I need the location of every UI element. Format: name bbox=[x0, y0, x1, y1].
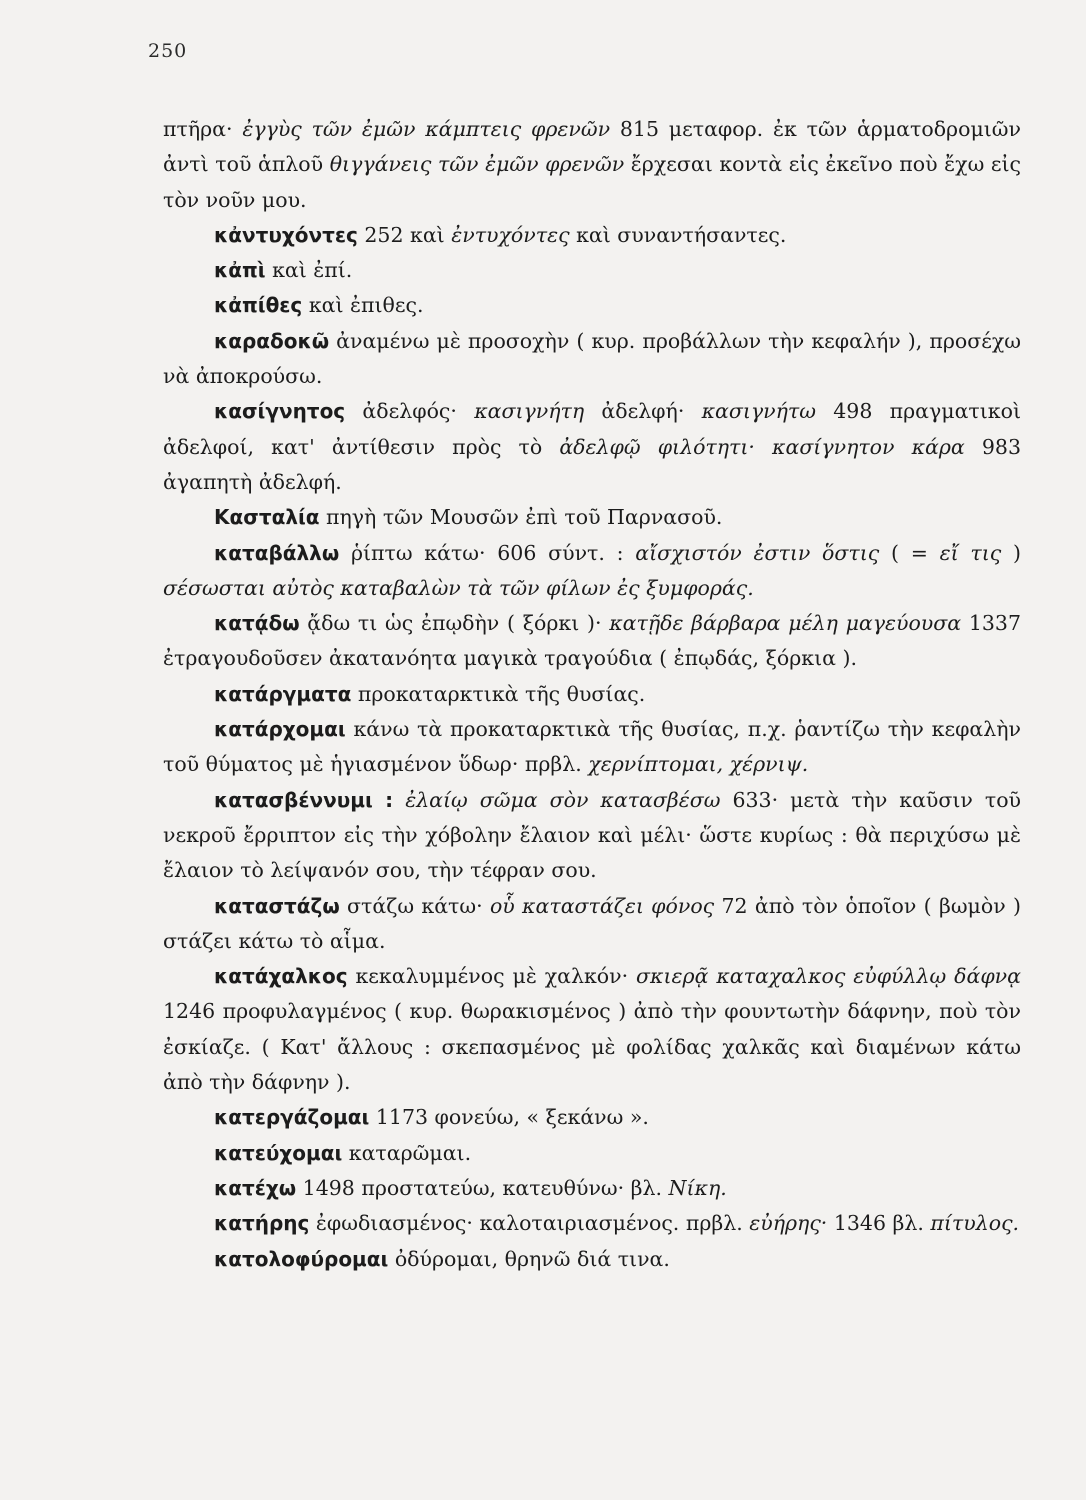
headword: κατήρης bbox=[214, 1211, 310, 1236]
glossary-entry bbox=[163, 536, 1021, 607]
glossary-entry bbox=[163, 712, 1021, 783]
quotation-text: εἴ τις bbox=[939, 540, 1002, 565]
glossary-entry bbox=[163, 1206, 1021, 1241]
definition-text: ἔρχεσαι κοντὰ εἰς ἐκεῖνο ποὺ ἔχω εἰς τὸν νοῦν μου. bbox=[163, 152, 1021, 212]
definition-text: κάνω τὰ προκαταρκτικὰ τῆς θυσίας, π.χ. ῥαντίζω τὴν κεφαλὴν τοῦ θύματος μὲ ἡγιασμένον ὕδωρ· πρβλ. bbox=[163, 717, 1021, 777]
definition-text: ἀναμένω μὲ προσοχὴν ( κυρ. προβάλλων τὴν κεφαλήν ), προσέχω νὰ ἀποκρούσω. bbox=[163, 328, 1021, 389]
headword: Κασταλία bbox=[214, 505, 320, 530]
quotation-text: οὗ καταστάζει φόνος bbox=[489, 893, 715, 918]
quotation-text: κατῇδε βάρβαρα μέλη μαγεύουσα bbox=[609, 611, 962, 636]
quotation-text: κασιγνήτη bbox=[474, 399, 585, 424]
page-number: 250 bbox=[148, 40, 188, 62]
headword: κἀπὶ bbox=[214, 258, 266, 283]
definition-text: κεκαλυμμένος μὲ χαλκόν· bbox=[347, 964, 637, 989]
quotation-text: κασιγνήτω bbox=[701, 399, 816, 424]
quotation-text: ἀδελφῷ φιλότητι· κασίγνητον κάρα bbox=[559, 434, 965, 459]
glossary-entry bbox=[163, 394, 1021, 500]
definition-text: 252 καὶ bbox=[357, 222, 452, 247]
glossary-entry bbox=[163, 889, 1021, 960]
quotation-text: ἐλαίῳ σῶμα σὸν κατασβέσω bbox=[405, 787, 721, 812]
definition-text: καὶ ἐπί. bbox=[265, 258, 353, 283]
glossary-entry bbox=[163, 253, 1021, 288]
quotation-text: εὐήρης· bbox=[749, 1211, 828, 1236]
definition-text: στάζω κάτω· bbox=[339, 893, 490, 918]
headword: καταστάζω bbox=[214, 893, 340, 918]
definition-text: ) bbox=[1001, 540, 1021, 565]
definition-text: ἐφωδιασμένος· καλοταιριασμένος. πρβλ. bbox=[309, 1211, 750, 1236]
definition-text: ᾄδω τι ὡς ἐπῳδὴν ( ξόρκι )· bbox=[299, 611, 610, 636]
headword: κατεύχομαι bbox=[214, 1140, 343, 1165]
headword: κατασβέννυμι : bbox=[214, 787, 394, 812]
definition-text: 983 ἀγαπητὴ ἀδελφή. bbox=[163, 434, 1022, 494]
glossary-entry bbox=[163, 500, 1021, 535]
glossary-entry bbox=[163, 1136, 1021, 1171]
headword: καταβάλλω bbox=[214, 540, 340, 565]
definition-text: καὶ συναντήσαντες. bbox=[569, 222, 787, 247]
quotation-text: αἴσχιστόν ἐστιν ὅστις bbox=[635, 540, 880, 565]
definition-text: 1246 προφυλαγμένος ( κυρ. θωρακισμένος ) ἀπὸ τὴν φουντωτὴν δάφνην, ποὺ τὸν ἐσκίαζε. ( Κατ' ἄλλους : σκεπασμένος μὲ φολίδας χαλκᾶς καὶ διαμένων κάτω ἀπὸ τὴν δάφνην ). bbox=[163, 999, 1021, 1095]
headword: κατεργάζομαι bbox=[214, 1105, 370, 1130]
glossary-entry bbox=[163, 1100, 1021, 1135]
glossary-entry bbox=[163, 218, 1021, 253]
quotation-text: θιγγάνεις τῶν ἐμῶν φρενῶν bbox=[329, 152, 625, 177]
quotation-text: ἐγγὺς τῶν ἐμῶν κάμπτεις φρενῶν bbox=[242, 117, 611, 141]
headword: κατάργματα bbox=[214, 681, 352, 706]
definition-text: ὀδύρομαι, θρηνῶ διά τινα. bbox=[388, 1246, 670, 1271]
quotation-text: πίτυλος. bbox=[930, 1211, 1020, 1236]
definition-text: ( = bbox=[879, 540, 940, 565]
headword: κἀντυχόντες bbox=[214, 222, 358, 247]
glossary-entry bbox=[163, 288, 1021, 323]
headword: καραδοκῶ bbox=[214, 328, 330, 353]
definition-text: 1346 βλ. bbox=[827, 1211, 931, 1236]
definition-text: 1173 φονεύω, « ξεκάνω ». bbox=[369, 1105, 649, 1130]
quotation-text: ἐντυχόντες bbox=[451, 222, 570, 247]
definition-text: ἀδελφή· bbox=[584, 399, 702, 424]
definition-text: καὶ ἐπιθες. bbox=[302, 293, 424, 318]
headword: κατολοφύρομαι bbox=[214, 1246, 389, 1271]
entry-continuation bbox=[163, 112, 1021, 218]
headword: κἀπίθες bbox=[214, 293, 303, 318]
definition-text: 1337 ἐτραγουδοῦσεν ἀκατανόητα μαγικὰ τραγούδια ( ἐπῳδάς, ξόρκια ). bbox=[163, 611, 1022, 671]
headword: κατᾴδω bbox=[214, 611, 300, 636]
definition-text: πτῆρα· bbox=[163, 117, 243, 141]
definition-text bbox=[393, 788, 405, 812]
quotation-text: χερνίπτομαι, χέρνιψ. bbox=[588, 752, 809, 777]
headword: κασίγνητος bbox=[214, 399, 346, 424]
quotation-text: σέσωσται αὐτὸς καταβαλὼν τὰ τῶν φίλων ἐς ξυμφοράς. bbox=[163, 575, 754, 600]
definition-text: 1498 προστατεύω, κατευθύνω· βλ. bbox=[296, 1175, 669, 1200]
definition-text: 72 ἀπὸ τὸν ὁποῖον ( βωμὸν ) στάζει κάτω τὸ αἷμα. bbox=[163, 893, 1021, 953]
definition-text: 498 πραγματικοὶ ἀδελφοί, κατ' ἀντίθεσιν πρὸς τὸ bbox=[163, 399, 1021, 459]
definition-text: καταρῶμαι. bbox=[342, 1140, 472, 1165]
definition-text: 633· μετὰ τὴν καῦσιν τοῦ νεκροῦ ἔρριπτον εἰς τὴν χόβολην ἔλαιον καὶ μέλι· ὥστε κυρίως : θὰ περιχύσω μὲ ἔλαιον τὸ λείψανόν σου, τὴν τέφραν σου. bbox=[163, 787, 1022, 883]
glossary-text bbox=[163, 112, 1021, 1277]
definition-text: ἀδελφός· bbox=[345, 399, 475, 424]
headword: κατέχω bbox=[214, 1175, 297, 1200]
glossary-entry bbox=[163, 783, 1021, 889]
definition-text: 815 μεταφορ. ἐκ τῶν ἁρματοδρομιῶν ἀντὶ τοῦ ἁπλοῦ bbox=[163, 117, 1021, 177]
glossary-entry bbox=[163, 1242, 1021, 1277]
definition-text: πηγὴ τῶν Μουσῶν ἐπὶ τοῦ Παρνασοῦ. bbox=[319, 505, 723, 530]
quotation-text: σκιερᾷ καταχαλκος εὐφύλλῳ δάφνᾳ bbox=[636, 964, 1021, 989]
headword: κατάχαλκος bbox=[214, 964, 348, 989]
glossary-entry bbox=[163, 324, 1021, 395]
headword: κατάρχομαι bbox=[214, 717, 346, 742]
quotation-text: Νίκη. bbox=[668, 1175, 727, 1200]
glossary-entry bbox=[163, 677, 1021, 712]
glossary-entry bbox=[163, 959, 1021, 1100]
glossary-entry bbox=[163, 606, 1021, 677]
definition-text: ῥίπτω κάτω· 606 σύντ. : bbox=[339, 540, 636, 565]
glossary-entry bbox=[163, 1171, 1021, 1206]
definition-text: προκαταρκτικὰ τῆς θυσίας. bbox=[351, 681, 646, 706]
